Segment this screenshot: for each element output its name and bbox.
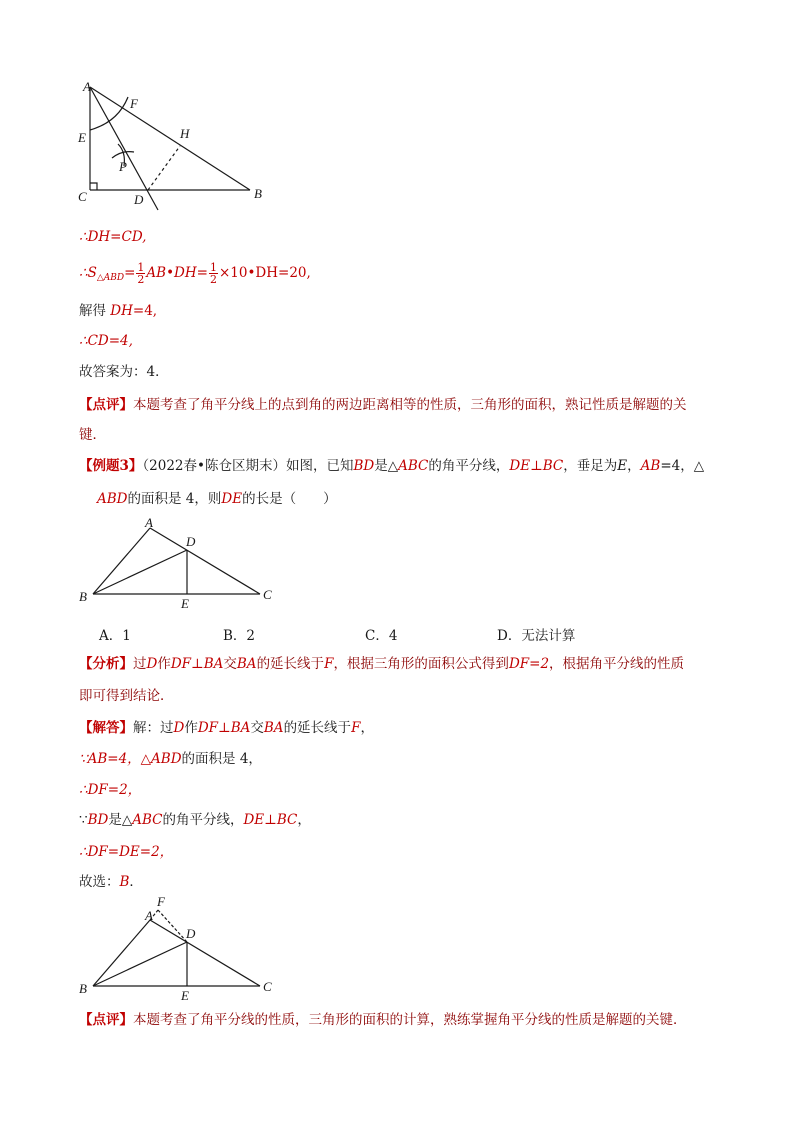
var-abd: ABD <box>151 751 182 767</box>
b7: 是△ <box>108 812 133 828</box>
a2: 作 <box>157 656 171 672</box>
figure-angle-bisector-right-triangle <box>74 78 274 213</box>
given-ab: ∵AB=4，△ <box>79 751 152 767</box>
example-3-line-2 <box>97 490 337 508</box>
perp: ⊥ <box>530 458 543 474</box>
comment-1-line-1 <box>79 396 687 414</box>
label-c: C <box>263 587 272 602</box>
a6: ，根据角平分线的性质 <box>549 656 685 672</box>
var-f: F <box>351 720 361 736</box>
var-df2: DF=2 <box>508 656 550 672</box>
var-dfba: DF⊥BA <box>197 720 251 736</box>
b9: ， <box>297 812 311 828</box>
b5: ， <box>360 720 374 736</box>
answer-tag: 【解答】 <box>79 720 133 736</box>
b3: 交 <box>250 720 264 736</box>
figure-triangle-abc <box>76 514 276 614</box>
solution-line-5: 故答案为：4． <box>79 364 169 380</box>
b1: 解：过 <box>133 720 174 736</box>
equals: = <box>124 265 136 281</box>
comment-2-line <box>79 1011 687 1029</box>
label-a: A <box>83 79 91 94</box>
label-b: B <box>79 589 87 604</box>
var-abc: ABC <box>132 812 163 828</box>
t4: ，垂足为 <box>563 458 618 474</box>
solution-line-1: ∴DH=CD, <box>79 229 147 245</box>
segment-bd <box>93 550 187 594</box>
answer-line-2 <box>79 750 262 768</box>
area-result: ×10•DH=20, <box>218 265 311 281</box>
a3: 交 <box>223 656 237 672</box>
var-de: DE <box>509 458 531 474</box>
a4: 的延长线于 <box>256 656 325 672</box>
var-bd: BD <box>353 458 375 474</box>
segment-df-dashed <box>158 910 187 942</box>
answer-choice: B <box>119 874 130 890</box>
arc-ef <box>90 97 128 130</box>
var-d: D <box>173 720 185 736</box>
label-c: C <box>263 979 272 994</box>
fraction-half-2: $\frac{1}{2}$ <box>209 261 217 286</box>
var-ab: AB <box>640 458 661 474</box>
analysis-line-2: 即可得到结论． <box>79 688 174 704</box>
answer-line-1 <box>79 719 374 737</box>
comment-1-line-2: 键． <box>79 427 106 443</box>
label-b: B <box>254 186 262 201</box>
comment-tag-2: 【点评】 <box>79 1012 133 1028</box>
because: ∵ <box>79 812 88 828</box>
a1: 过 <box>133 656 147 672</box>
choice-d[interactable]: D．无法计算 <box>497 628 576 644</box>
var-ba: BA <box>236 656 257 672</box>
var-f: F <box>324 656 334 672</box>
solution-line-4: ∴CD=4, <box>79 333 133 349</box>
label-p: P <box>119 159 127 174</box>
t1: 是△ <box>374 458 399 474</box>
choice-c[interactable]: C．4 <box>365 628 398 644</box>
segment-ab <box>93 920 150 986</box>
answer-line-4 <box>79 811 311 829</box>
label-d: D <box>186 926 196 941</box>
figure-triangle-abc-extended <box>76 892 276 1004</box>
choice-b[interactable]: B．2 <box>223 628 256 644</box>
choice-a[interactable]: A．1 <box>99 628 131 644</box>
b4: 的延长线于 <box>283 720 352 736</box>
var-abd: ABD <box>97 491 128 507</box>
label-h: H <box>180 126 190 141</box>
area-expression: AB•DH= <box>146 265 208 281</box>
b8: 的角平分线， <box>162 812 244 828</box>
analysis-tag: 【分析】 <box>79 656 133 672</box>
label-e: E <box>78 130 86 145</box>
label-c: C <box>78 189 87 204</box>
var-abc: ABC <box>398 458 429 474</box>
line2-end: 的长是（ ） <box>242 491 337 507</box>
var-dfba: DF⊥BA <box>170 656 224 672</box>
segment-ab <box>90 87 250 190</box>
solution-line-2 <box>79 262 311 287</box>
answer-line-6 <box>79 873 143 891</box>
label-f: F <box>157 894 165 909</box>
example-3-line-1 <box>79 457 704 475</box>
var-de-2: DE <box>221 491 243 507</box>
t2: 的角平分线， <box>428 458 510 474</box>
label-e: E <box>181 988 189 1003</box>
segment-dh-dashed <box>148 146 180 190</box>
answer-line-3: ∴DF=2， <box>79 782 142 798</box>
segment-ac <box>150 920 260 986</box>
var-e: E <box>617 458 628 474</box>
comment-1-text: 本题考查了角平分线上的点到角的两边距离相等的性质，三角形的面积，熟记性质是解题的关 <box>133 397 687 413</box>
example-tag: 【例题3】 <box>79 458 143 474</box>
area-subscript: △ABD <box>96 273 125 283</box>
solve-text: 解得 <box>79 303 111 319</box>
answer-line-5: ∴DF=DE=2， <box>79 844 174 860</box>
analysis-line-1 <box>79 655 684 673</box>
label-a: A <box>145 908 153 923</box>
label-f: F <box>130 96 138 111</box>
segment-ac <box>150 528 260 594</box>
var-ba: BA <box>263 720 284 736</box>
area-symbol: ∴S <box>79 265 97 281</box>
line2-text: 的面积是 4，则 <box>127 491 222 507</box>
segment-bd <box>93 942 187 986</box>
b2: 作 <box>184 720 198 736</box>
fraction-half: $\frac{1}{2}$ <box>137 261 145 286</box>
var-bd: BD <box>87 812 109 828</box>
solution-line-3 <box>79 302 157 320</box>
label-a: A <box>145 515 153 530</box>
source: （2022春•陈仓区期末）如图，已知 <box>142 458 354 474</box>
t6: =4，△ <box>660 458 705 474</box>
var-bc: BC <box>542 458 564 474</box>
var-debc: DE⊥BC <box>243 812 298 828</box>
a5: ，根据三角形的面积公式得到 <box>333 656 509 672</box>
var-d: D <box>146 656 158 672</box>
label-d: D <box>186 534 196 549</box>
t5: ， <box>627 458 641 474</box>
value-dh: =4, <box>132 303 158 319</box>
choose-text: 故选： <box>79 874 120 890</box>
label-e: E <box>181 596 189 611</box>
label-d: D <box>134 192 144 207</box>
comment-tag: 【点评】 <box>79 397 133 413</box>
period: ． <box>129 874 143 890</box>
comment-2-text: 本题考查了角平分线的性质，三角形的面积的计算，熟练掌握角平分线的性质是解题的关键． <box>133 1012 687 1028</box>
segment-ab <box>93 528 150 594</box>
right-angle-mark <box>90 183 97 190</box>
var-dh: DH <box>110 303 133 319</box>
b6: 的面积是 4， <box>181 751 262 767</box>
label-b: B <box>79 981 87 996</box>
